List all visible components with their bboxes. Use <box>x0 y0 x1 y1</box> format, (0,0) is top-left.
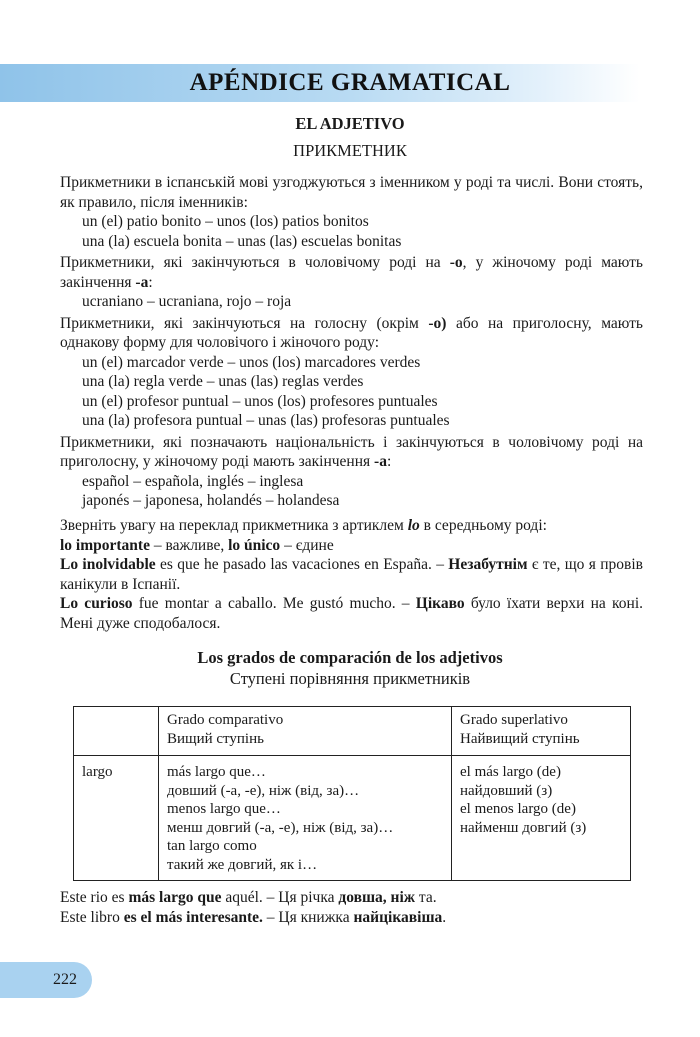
adjective-rules <box>60 173 643 511</box>
section-subtitle-stupeni: Ступені порівняння прикметників <box>229 669 471 688</box>
example-line: un (el) patio bonito – unos (los) patios bonitos <box>82 213 369 230</box>
rule-paragraph-2: Прикметники, які закінчуються в чоловічому роді на -o, у жіночому роді мають закінчення -a: <box>60 254 643 291</box>
lo-neuter-section <box>60 516 643 633</box>
page-number-tab <box>0 962 92 998</box>
example-line: un (el) profesor puntual – unos (los) profesores puntuales <box>82 392 438 410</box>
lo-inolvidable-sentence: Lo inolvidable es que he pasado las vacaciones en España. – Незабутнім є те, що я провів канікули в Іспанії. <box>60 556 643 593</box>
page-title: APÉNDICE GRAMATICAL <box>189 69 511 96</box>
comparison-examples <box>60 888 660 927</box>
table-header-comparative: Grado comparativo Вищий ступінь <box>159 707 452 756</box>
table-cell-superlative: el más largo (de) найдовший (з) el menos largo (de) найменш довгий (з) <box>452 756 631 881</box>
example-sentence-2: Este libro es el más interesante. – Ця книжка найцікавіша. <box>60 908 447 926</box>
example-line: una (la) regla verde – unas (las) reglas verdes <box>82 373 364 390</box>
example-line: ucraniano – ucraniana, rojo – roja <box>82 293 292 310</box>
rule-paragraph-3: Прикметники, які закінчуються на голосну (окрім -o) або на приголосну, мають однакову форму для чоловічого і жіночого роду: <box>60 314 643 351</box>
example-line: japonés – japonesa, holandés – holandesa <box>82 492 340 509</box>
example-line: español – española, inglés – inglesa <box>82 472 304 490</box>
page-number: 222 <box>53 971 77 988</box>
table-cell-comparative: más largo que… довший (-а, -е), ніж (від, за)… menos largo que… менш довгий (-а, -е), ніж (від, за)… tan largo como такий же довгий, як і… <box>159 756 452 881</box>
section-subtitle-prykmetnyk: ПРИКМЕТНИК <box>293 141 407 160</box>
section-title-grados: Los grados de comparación de los adjetivos <box>197 648 503 667</box>
comparison-table <box>73 706 631 881</box>
table-header-superlative: Grado superlativo Найвищий ступінь <box>452 707 631 756</box>
example-line: una (la) escuela bonita – unas (las) escuelas bonitas <box>82 232 402 250</box>
table-header-row <box>74 707 631 756</box>
lo-intro: Зверніть увагу на переклад прикметника з артиклем lo в середньому роді: <box>60 517 547 534</box>
example-line: una (la) profesora puntual – unas (las) profesoras puntuales <box>82 412 450 429</box>
lo-curioso-sentence: Lo curioso fue montar a caballo. Me gustó mucho. – Цікаво було їхати верхи на коні. Мені дуже сподобалося. <box>60 595 644 632</box>
example-line: un (el) marcador verde – unos (los) marcadores verdes <box>82 353 421 371</box>
table-cell-word: largo <box>74 756 159 881</box>
section-title-adjetivo: EL ADJETIVO <box>295 114 405 133</box>
rule-paragraph-1: Прикметники в іспанській мові узгоджуються з іменником у роді та числі. Вони стоять, як правило, після іменників: <box>60 174 643 211</box>
table-row <box>74 756 631 881</box>
example-sentence-1: Este rio es más largo que aquél. – Ця річка довша, ніж та. <box>60 889 437 906</box>
lo-examples-line: lo importante – важливе, lo único – єдине <box>60 536 334 554</box>
table-header-cell-empty <box>74 707 159 756</box>
rule-paragraph-4: Прикметники, які позначають національність і закінчуються в чоловічому роді на приголосну, у жіночому роді мають закінчення -a: <box>60 433 643 470</box>
